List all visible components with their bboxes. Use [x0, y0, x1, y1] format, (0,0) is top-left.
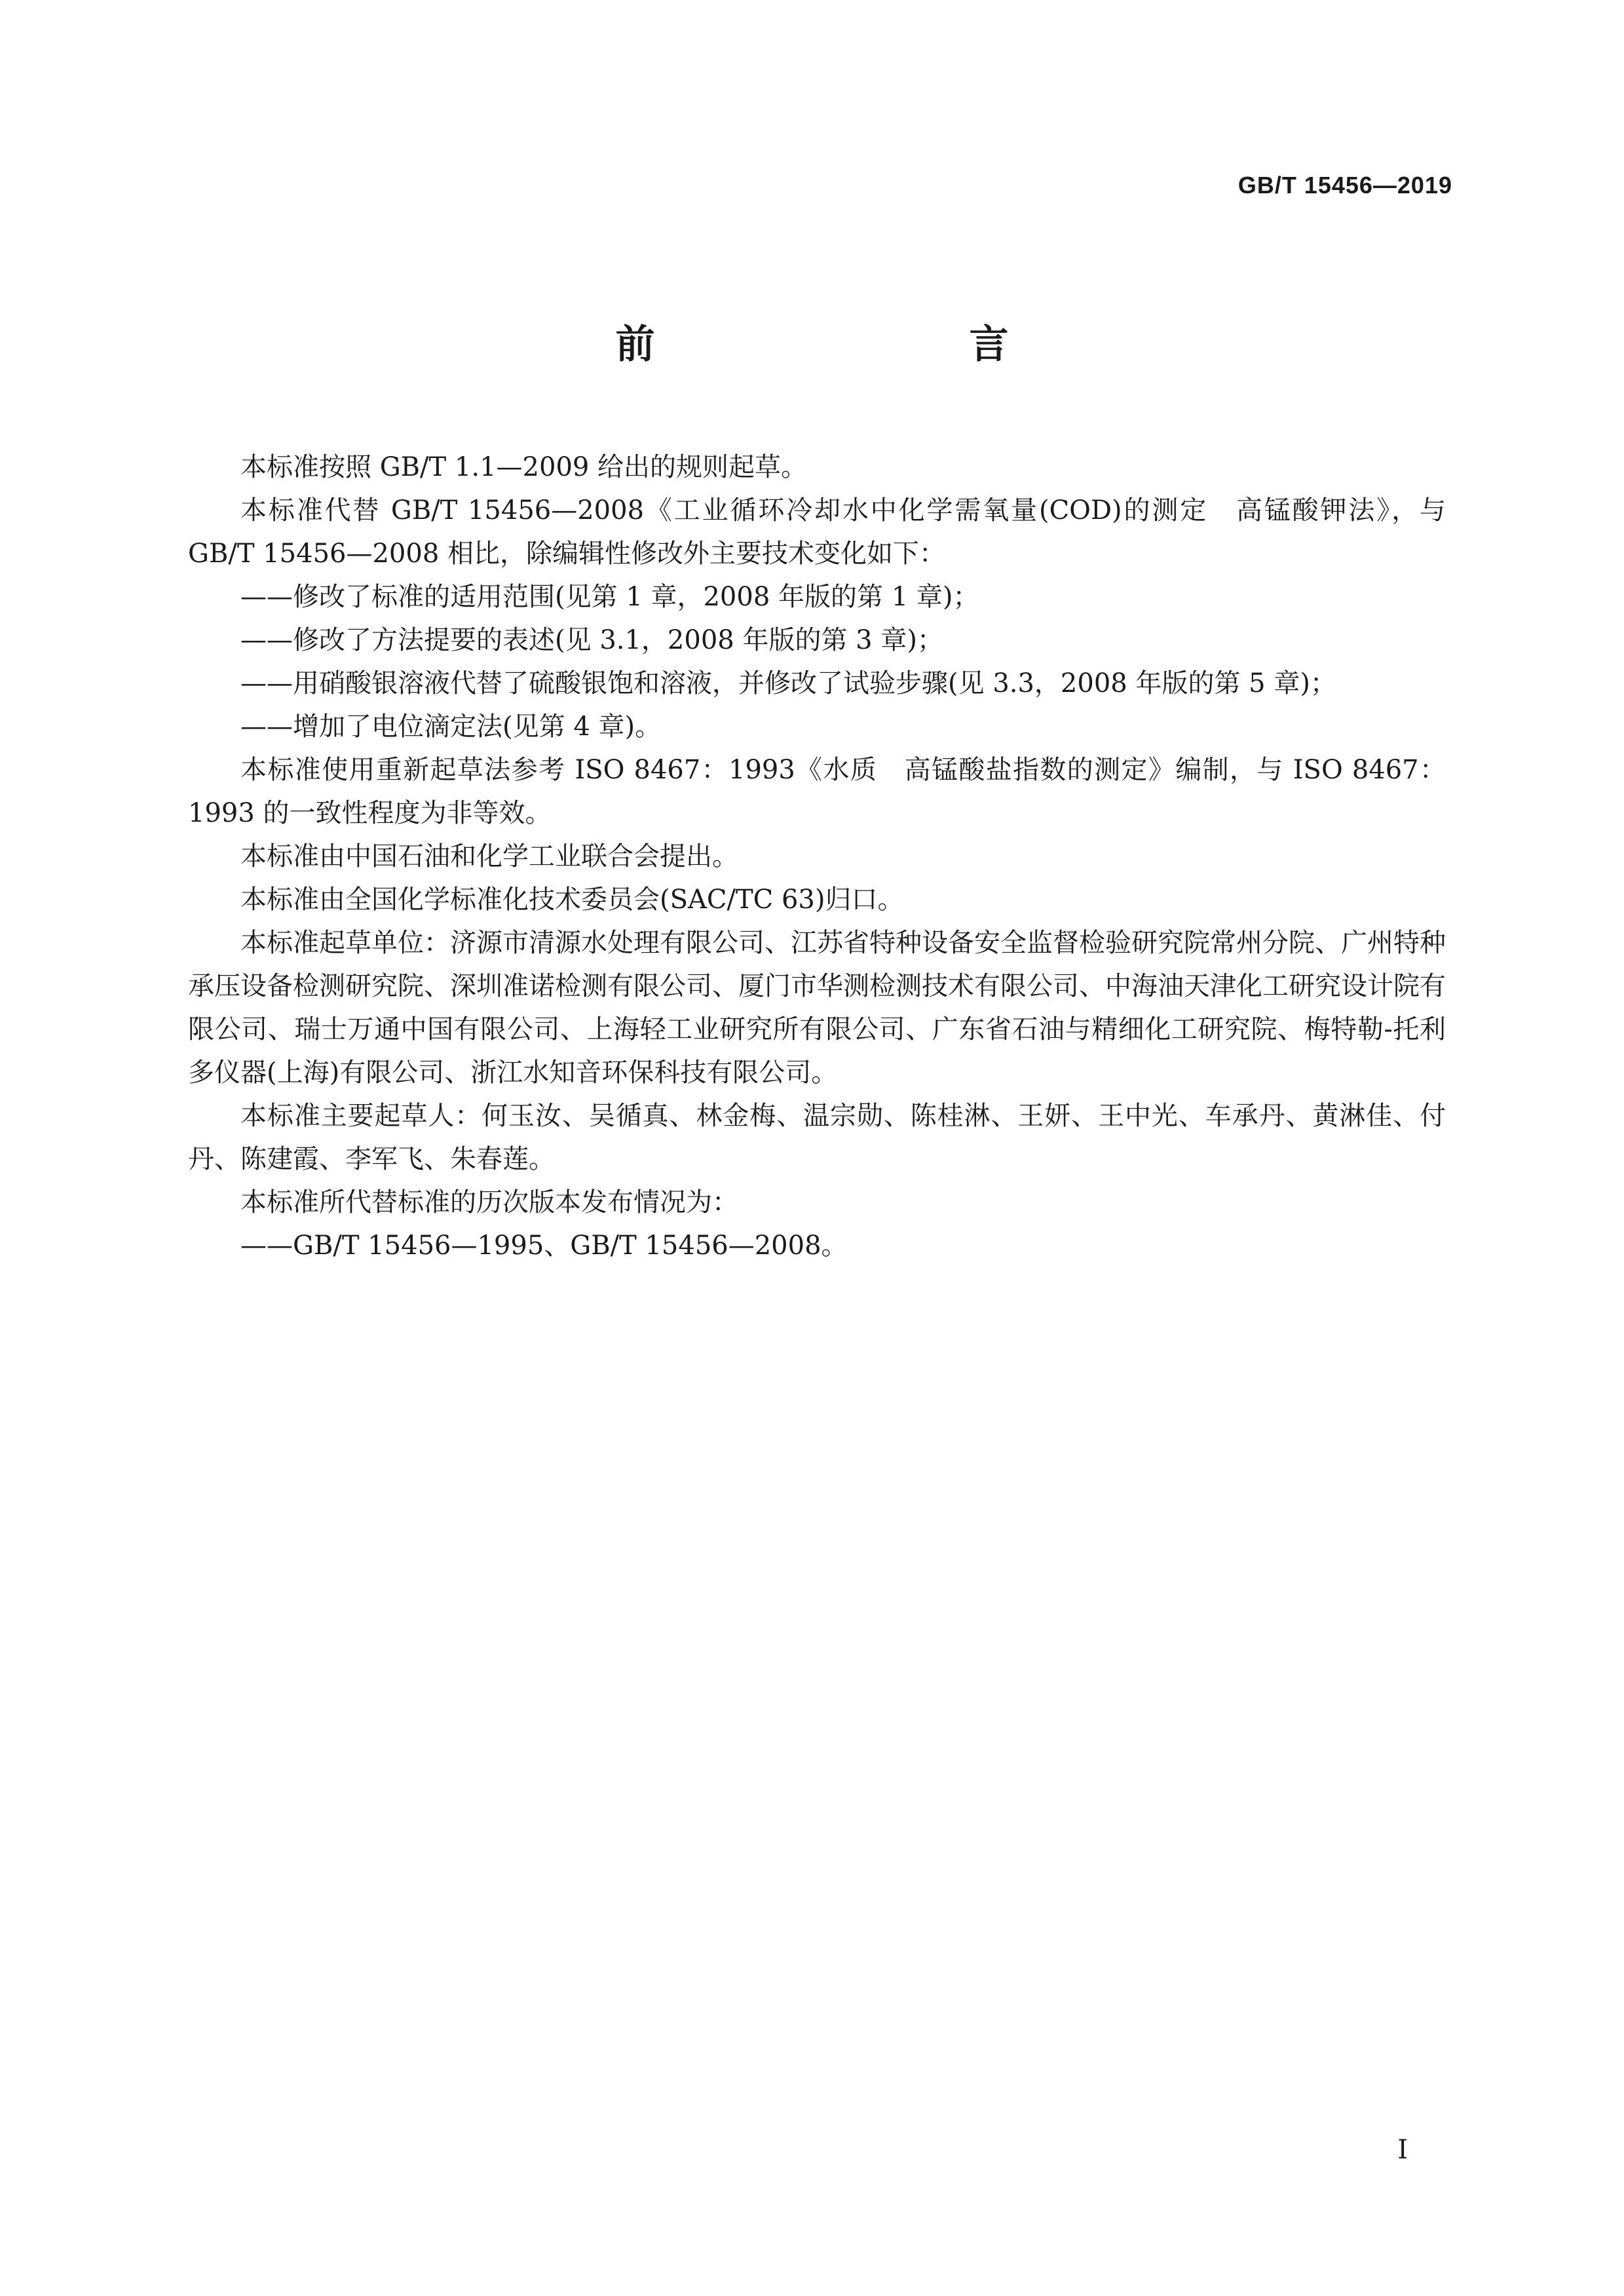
paragraph-proposer: 本标准由中国石油和化学工业联合会提出。 — [240, 841, 738, 871]
paragraph-history-intro: 本标准所代替标准的历次版本发布情况为： — [240, 1187, 738, 1217]
paragraph-iso-reference: 本标准使用重新起草法参考 ISO 8467：1993《水质 高锰酸盐指数的测定》编制，与 ISO 8467：1993 的一致性程度为非等效。 — [188, 755, 1446, 828]
paragraph-drafting-units: 本标准起草单位：济源市清源水处理有限公司、江苏省特种设备安全监督检验研究院常州分院、广州特种承压设备检测研究院、深圳准诺检测有限公司、厦门市华测检测技术有限公司、中海油天津化工研究设计院有限公司、瑞士万通中国有限公司、上海轻工业研究所有限公司、广东省石油与精细化工研究院、梅特勒-托利多仪器(上海)有限公司、浙江水知音环保科技有限公司。 — [188, 928, 1446, 1088]
paragraph-technical-committee: 本标准由全国化学标准化技术委员会(SAC/TC 63)归口。 — [240, 885, 904, 915]
paragraph-replacement: 本标准代替 GB/T 15456—2008《工业循环冷却水中化学需氧量(COD)的测定 高锰酸钾法》，与 GB/T 15456—2008 相比，除编辑性修改外主要技术变化如下： — [188, 495, 1446, 569]
foreword-body — [188, 446, 1446, 1267]
page-number: I — [1397, 2135, 1408, 2165]
change-item-silver-nitrate: ——用硝酸银溶液代替了硫酸银饱和溶液，并修改了试验步骤(见 3.3，2008 年版的第 5 章)； — [240, 668, 1336, 698]
paragraph-drafting-rules: 本标准按照 GB/T 1.1—2009 给出的规则起草。 — [240, 452, 808, 482]
change-item-method-summary: ——修改了方法提要的表述(见 3.1，2008 年版的第 3 章)； — [240, 625, 943, 655]
paragraph-drafters: 本标准主要起草人：何玉汝、吴循真、林金梅、温宗勋、陈桂淋、王妍、王中光、车承丹、黄淋佳、付丹、陈建霞、李军飞、朱春莲。 — [188, 1101, 1446, 1174]
standard-code: GB/T 15456—2019 — [1237, 172, 1452, 199]
change-item-potentiometric: ——增加了电位滴定法(见第 4 章)。 — [240, 712, 662, 742]
page-title: 前 言 — [615, 322, 1087, 368]
change-item-scope: ——修改了标准的适用范围(见第 1 章，2008 年版的第 1 章)； — [240, 582, 979, 612]
history-item-versions: ——GB/T 15456—1995、GB/T 15456—2008。 — [240, 1231, 848, 1261]
